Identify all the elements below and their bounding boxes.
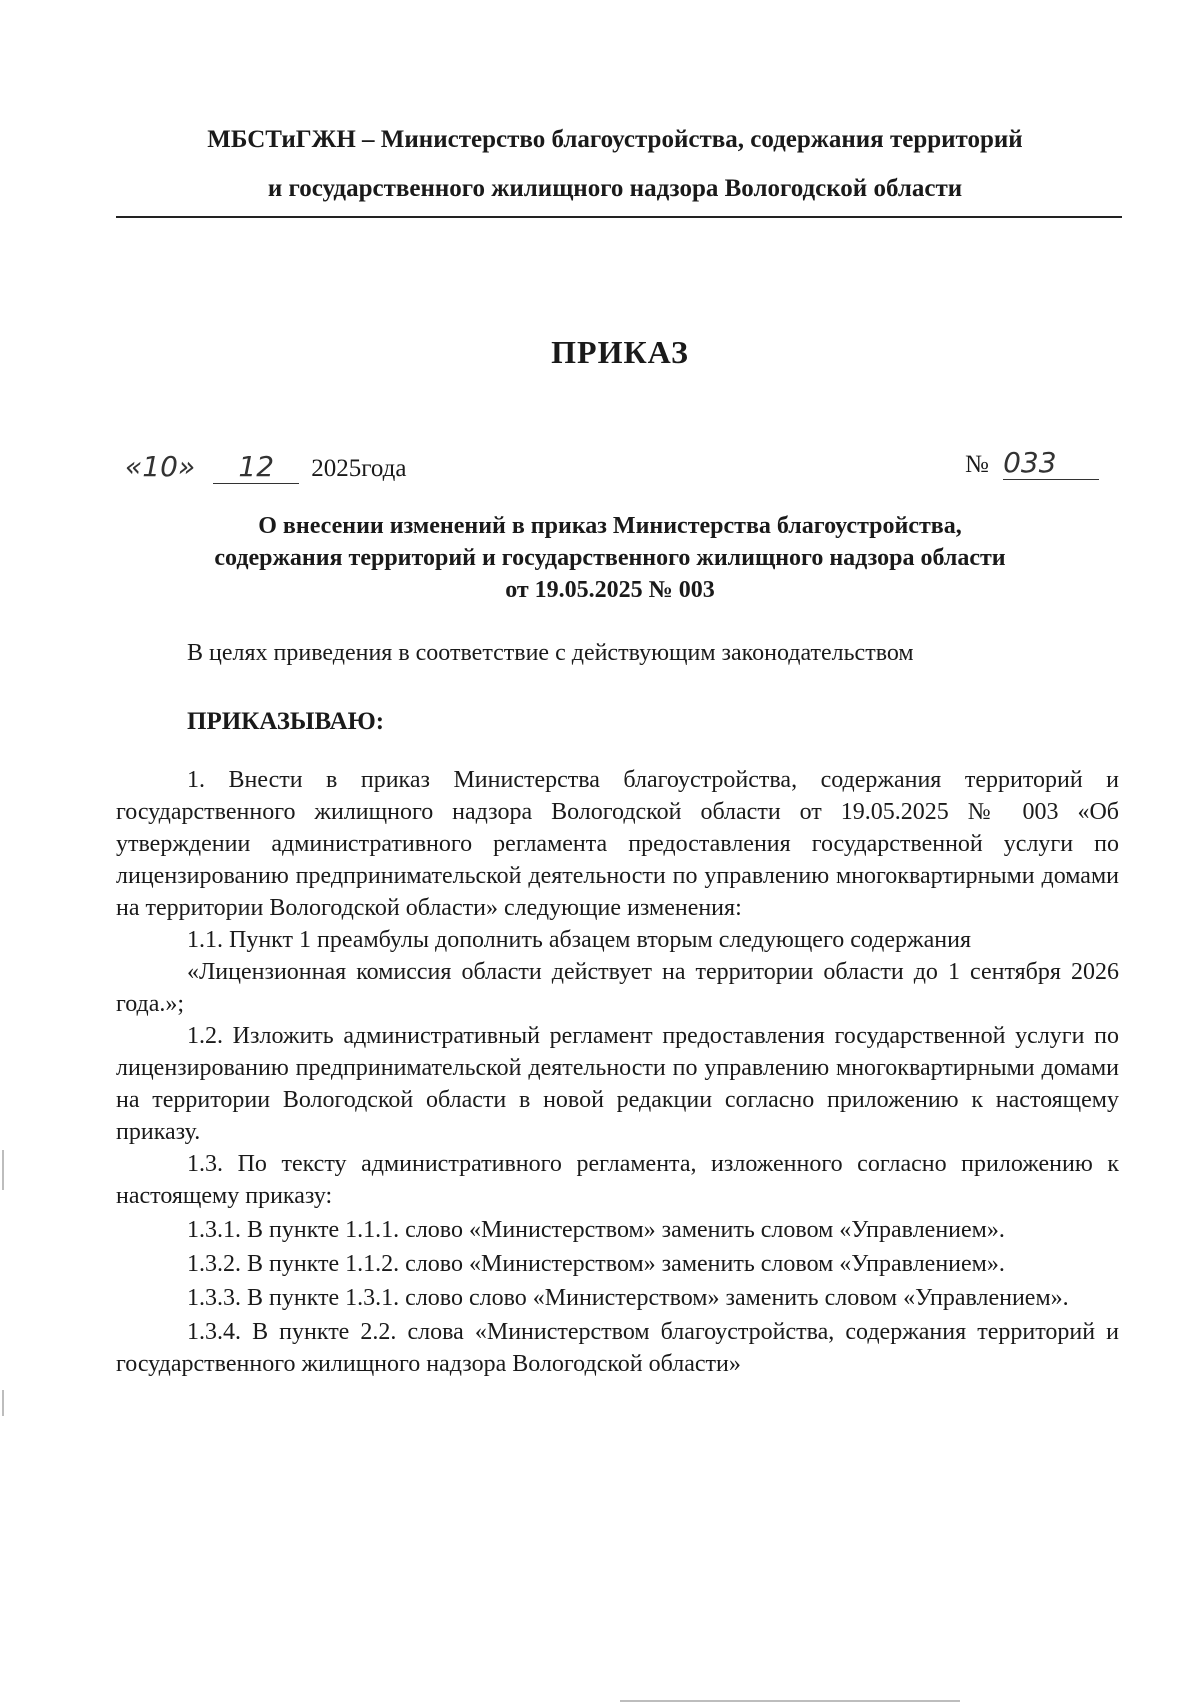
paragraph-1-3: 1.3. По тексту административного регламента, изложенного согласно приложению к настоящему приказу: [116, 1151, 1119, 1209]
paragraph-1: 1. Внести в приказ Министерства благоустройства, содержания территорий и государственного жилищного надзора Вологодской области от 19.05.2025 № 003 «Об утверждении административного регламента предоставления государственной услуги по лицензированию предпринимательской деятельности по управлению многоквартирными домами на территории Вологодской области» следующие изменения: [116, 767, 1119, 921]
header-line-2: и государственного жилищного надзора Вологодской области [267, 175, 963, 202]
paragraph-1-1-quote: «Лицензионная комиссия области действует на территории области до 1 сентября 2026 года.»; [116, 959, 1119, 1017]
header-line-1: МБСТиГЖН – Министерство благоустройства, содержания территорий [207, 126, 1023, 153]
date-month: 12 [213, 450, 299, 484]
paragraph-1-3-4: 1.3.4. В пункте 2.2. слова «Министерством благоустройства, содержания территорий и государственного жилищного надзора Вологодской области» [116, 1319, 1119, 1377]
date-line [125, 450, 406, 484]
paragraph-1-1: 1.1. Пункт 1 преамбулы дополнить абзацем вторым следующего содержания [187, 927, 971, 953]
number-value: 033 [1003, 446, 1099, 480]
order-body [116, 764, 1119, 1380]
date-day: 10 [142, 450, 178, 483]
paragraph-1-3-2: 1.3.2. В пункте 1.1.2. слово «Министерством» заменить словом «Управлением». [187, 1251, 1005, 1277]
date-suffix: года [361, 455, 407, 482]
number-label: № [965, 451, 989, 478]
scan-artifact [620, 1700, 960, 1702]
paragraph-1-2: 1.2. Изложить административный регламент предоставления государственной услуги по лицензированию предпринимательской деятельности по управлению многоквартирными домами на территории Вологодской области в новой редакции согласно приложению к настоящему приказу. [116, 1023, 1119, 1145]
order-word: ПРИКАЗЫВАЮ: [187, 708, 385, 735]
intro-text: В целях приведения в соответствие с действующим законодательством [187, 640, 914, 666]
order-subject [110, 510, 1110, 606]
scan-artifact [2, 1150, 4, 1190]
paragraph-1-3-3: 1.3.3. В пункте 1.3.1. слово слово «Министерством» заменить словом «Управлением». [187, 1285, 1069, 1311]
date-close-quote: » [177, 450, 196, 483]
document-title: ПРИКАЗ [551, 334, 689, 370]
date-year: 2025 [311, 455, 362, 482]
scan-artifact [2, 1390, 4, 1416]
subject-line-3: от 19.05.2025 № 003 [505, 577, 715, 603]
subject-line-1: О внесении изменений в приказ Министерства благоустройства, [258, 513, 962, 539]
header-divider [116, 216, 1122, 218]
subject-line-2: содержания территорий и государственного жилищного надзора области [214, 545, 1006, 571]
date-open-quote: « [125, 450, 143, 483]
order-number [965, 446, 1099, 480]
paragraph-1-3-1: 1.3.1. В пункте 1.1.1. слово «Министерством» заменить словом «Управлением». [187, 1217, 1005, 1243]
